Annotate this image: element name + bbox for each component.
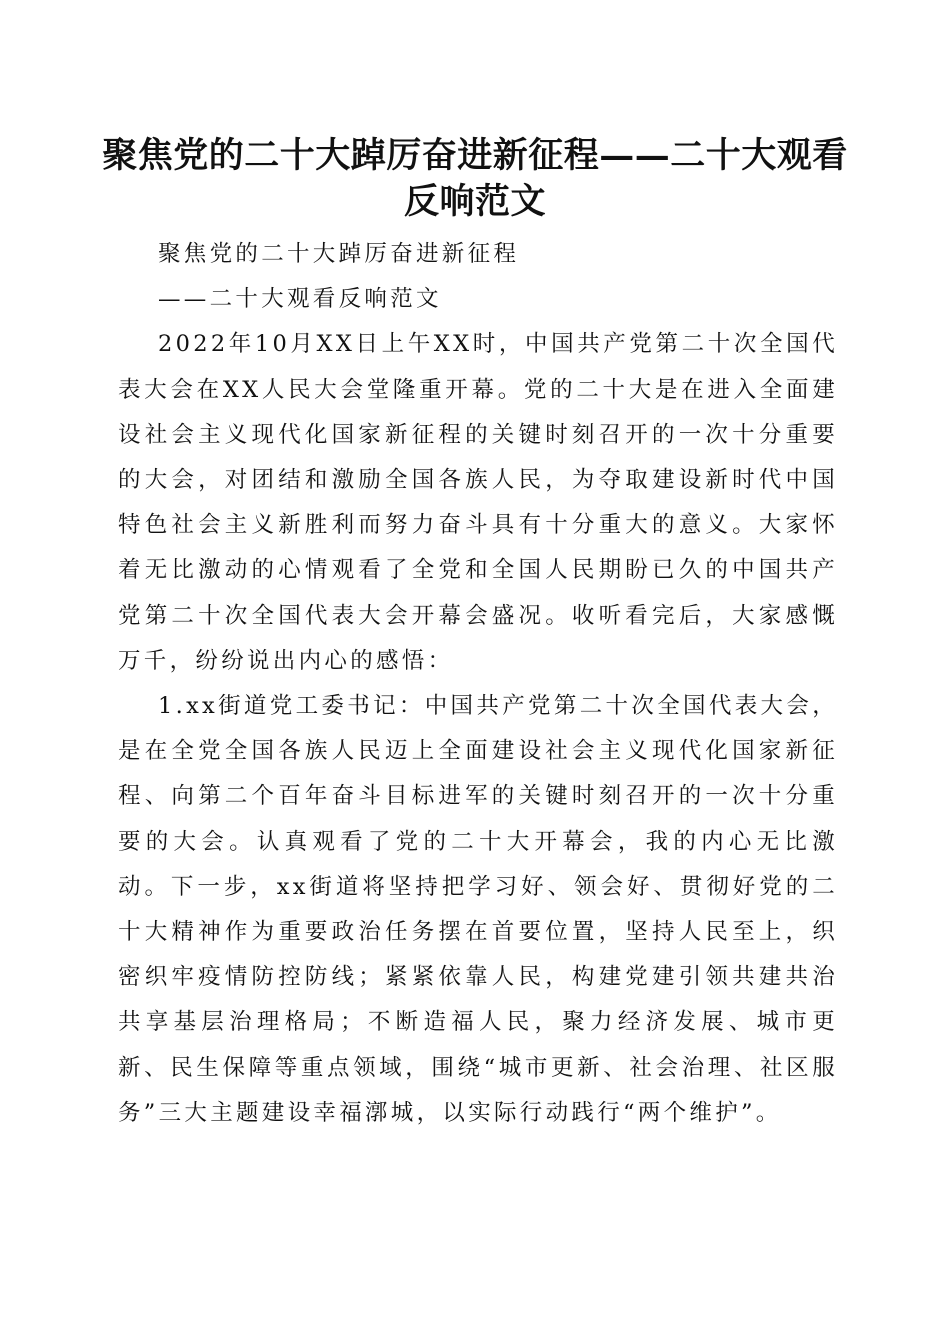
subtitle-line-1: 聚焦党的二十大踔厉奋进新征程 [158,241,520,267]
document-title: 聚焦党的二十大踔厉奋进新征程——二十大观看反响范文 [102,135,848,222]
paragraph-intro: 2022年10月XX日上午XX时，中国共产党第二十次全国代表大会在XX人民大会堂隆重开幕。党的二十大是在进入全面建设社会主义现代化国家新征程的关键时刻召开的一次十分重要的大会，对团结和激励全国各族人民，为夺取建设新时代中国特色社会主义新胜利而努力奋斗具有十分重大的意义。大家怀着无比激动的心情观看了全党和全国人民期盼已久的中国共产党第二十次全国代表大会开幕会盛况。收听看完后，大家感慨万千，纷纷说出内心的感悟： [118,331,838,674]
paragraph-quote-1: 1.xx街道党工委书记：中国共产党第二十次全国代表大会，是在全党全国各族人民迈上全面建设社会主义现代化国家新征程、向第二个百年奋斗目标进军的关键时刻召开的一次十分重要的大会。认真观看了党的二十大开幕会，我的内心无比激动。下一步，xx街道将坚持把学习好、领会好、贯彻好党的二十大精神作为重要政治任务摆在首要位置，坚持人民至上，织密织牢疫情防控防线；紧紧依靠人民，构建党建引领共建共治共享基层治理格局；不断造福人民，聚力经济发展、城市更新、民生保障等重点领域，围绕“城市更新、社会治理、社区服务”三大主题建设幸福漷城，以实际行动践行“两个维护”。 [118,693,838,1126]
document-body [118,232,838,1136]
subtitle-line-2: ——二十大观看反响范文 [158,286,442,313]
